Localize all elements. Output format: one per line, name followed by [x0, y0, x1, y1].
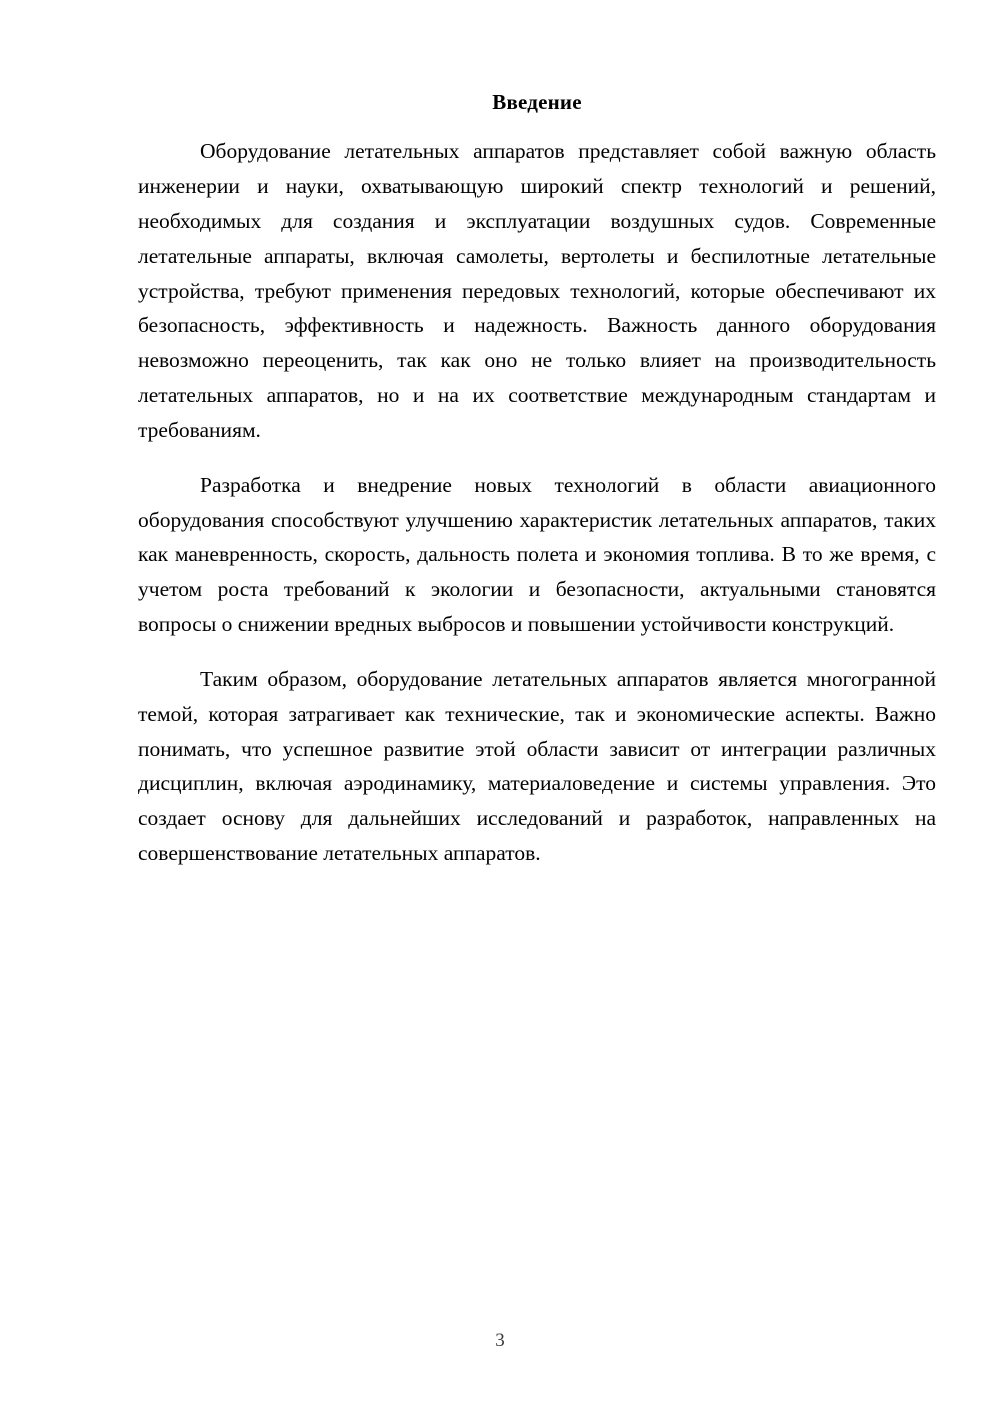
paragraph-3: Таким образом, оборудование летательных аппаратов является многогранной темой, которая затрагивает как технические, так и экономические аспекты. Важно понимать, что успешное развитие этой области зависит от интеграции различных дисциплин, включая аэродинамику, материаловедение и системы управления. Это создает основу для дальнейших исследований и разработок, направленных на совершенствование летательных аппаратов.: [138, 666, 936, 866]
page-number: 3: [495, 1330, 505, 1351]
paragraph-2: Разработка и внедрение новых технологий в области авиационного оборудования способствуют улучшению характеристик летательных аппаратов, таких как маневренность, скорость, дальность полета и экономия топлива. В то же время, с учетом роста требований к экологии и безопасности, актуальными становятся вопросы о снижении вредных выбросов и повышении устойчивости конструкций.: [138, 472, 936, 637]
page-title: Введение: [492, 90, 582, 114]
paragraph-1: Оборудование летательных аппаратов представляет собой важную область инженерии и науки, охватывающую широкий спектр технологий и решений, необходимых для создания и эксплуатации воздушных судов. Современные летательные аппараты, включая самолеты, вертолеты и беспилотные летательные устройства, требуют применения передовых технологий, которые обеспечивают их безопасность, эффективность и надежность. Важность данного оборудования невозможно переоценить, так как оно не только влияет на производительность летательных аппаратов, но и на их соответствие международным стандартам и требованиям.: [138, 139, 936, 442]
document-body: [138, 88, 936, 871]
